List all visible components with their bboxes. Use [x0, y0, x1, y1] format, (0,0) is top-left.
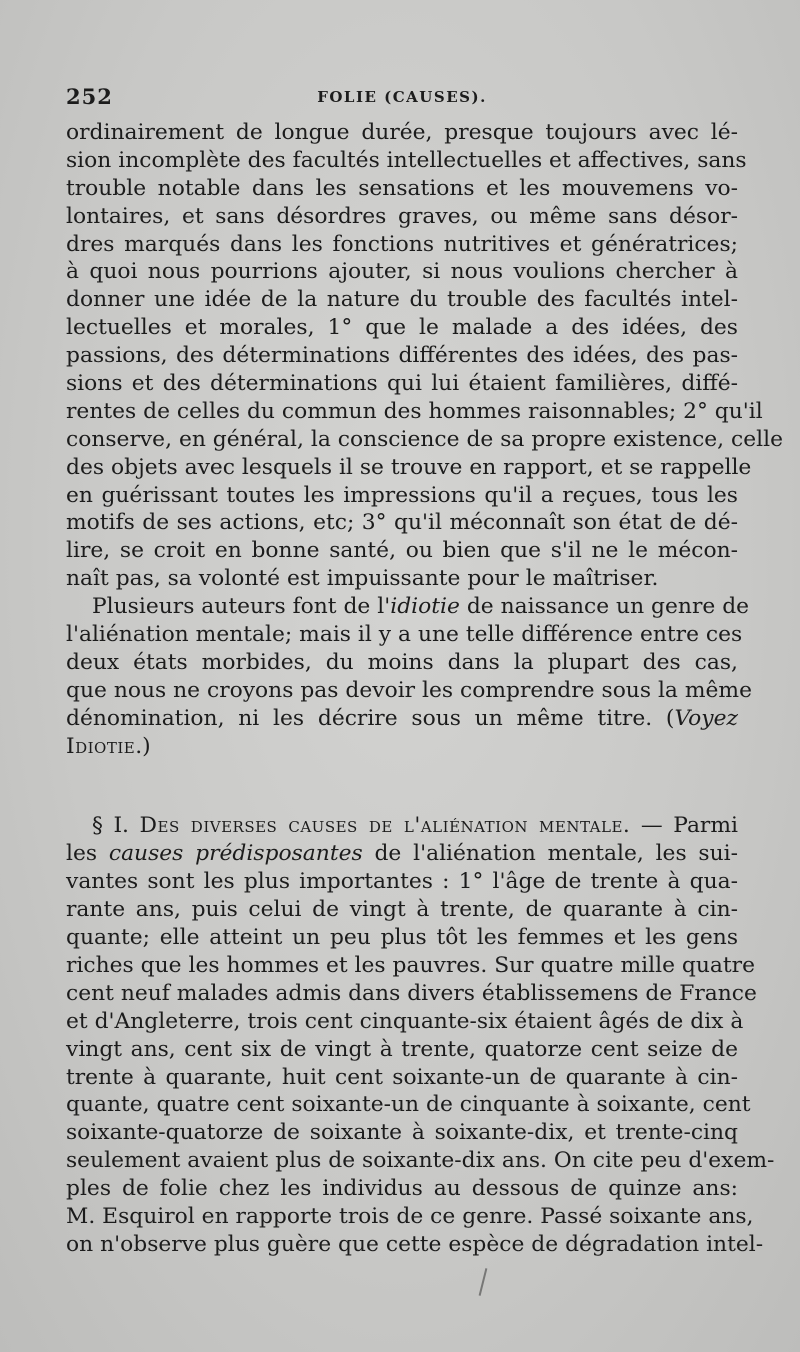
section-gap	[66, 760, 738, 812]
text-line: riches que les hommes et les pauvres. Sur quatre mille quatre	[66, 952, 755, 978]
text-line: que nous ne croyons pas devoir les comprendre sous la même	[66, 677, 752, 703]
section-lines	[66, 868, 775, 1258]
text-line: en guérissant toutes les impressions qu'il a reçues, tous les	[66, 482, 738, 508]
text-line: lectuelles et morales, 1° que le malade a des idées, des	[66, 315, 738, 341]
text-line: ples de folie chez les individus au dessous de quinze ans:	[66, 1176, 738, 1202]
italic-term: idiotie	[390, 594, 460, 620]
section-1	[66, 812, 775, 1258]
text-line: donner une idée de la nature du trouble des facultés intel-	[66, 287, 738, 313]
cross-reference: Idiotie	[66, 733, 136, 759]
text-line: quante, quatre cent soixante-un de cinquante à soixante, cent	[66, 1092, 751, 1118]
text-run: Plusieurs auteurs font de l'	[92, 594, 391, 620]
text-line	[66, 733, 738, 761]
pen-mark	[479, 1268, 488, 1296]
text-line	[66, 593, 750, 621]
running-head	[66, 84, 738, 114]
text-line: deux états morbides, du moins dans la plupart des cas,	[66, 649, 738, 675]
text-line	[66, 840, 738, 868]
text-line: quante; elle atteint un peu plus tôt les femmes et les gens	[66, 925, 738, 951]
text-line: rentes de celles du commun des hommes raisonnables; 2° qu'il	[66, 398, 763, 424]
paragraph-2	[66, 593, 752, 760]
text-run: — Parmi	[630, 813, 738, 839]
text-line: cent neuf malades admis dans divers établissemens de France	[66, 980, 757, 1006]
text-run: de l'aliénation mentale, les sui-	[362, 841, 738, 867]
text-line: et d'Angleterre, trois cent cinquante-six étaient âgés de dix à	[66, 1008, 744, 1034]
text-line: l'aliénation mentale; mais il y a une telle différence entre ces	[66, 622, 743, 648]
text-line: soixante-quatorze de soixante à soixante-dix, et trente-cinq	[66, 1120, 738, 1146]
text-line: lire, se croit en bonne santé, ou bien que s'il ne le mécon-	[66, 538, 738, 564]
text-line: trouble notable dans les sensations et les mouvemens vo-	[66, 175, 738, 201]
text-line: sions et des déterminations qui lui étaient familières, diffé-	[66, 371, 738, 397]
text-run: .)	[135, 733, 151, 759]
text-line: seulement avaient plus de soixante-dix ans. On cite peu d'exem-	[66, 1148, 775, 1174]
running-title	[66, 88, 738, 106]
text-line: dres marqués dans les fonctions nutritives et génératrices;	[66, 231, 738, 257]
text-line: trente à quarante, huit cent soixante-un de quarante à cin-	[66, 1064, 738, 1090]
text-run: dénomination, ni les décrire sous un même titre. (	[66, 705, 675, 731]
text-line: vantes sont les plus importantes : 1° l'âge de trente à qua-	[66, 869, 738, 895]
italic-term: Voyez	[674, 705, 738, 731]
text-line: ordinairement de longue durée, presque toujours avec lé-	[66, 120, 738, 145]
text-line	[66, 705, 738, 733]
text-line: vingt ans, cent six de vingt à trente, quatorze cent seize de	[66, 1036, 738, 1062]
text-line: rante ans, puis celui de vingt à trente, de quarante à cin-	[66, 897, 738, 923]
page-number: 252	[66, 84, 113, 109]
section-number: § I.	[92, 813, 140, 839]
text-line: M. Esquirol en rapporte trois de ce genre. Passé soixante ans,	[66, 1203, 754, 1229]
text-line: à quoi nous pourrions ajouter, si nous voulions chercher à	[66, 259, 738, 285]
italic-term: causes prédisposantes	[108, 841, 363, 867]
paragraph-1	[66, 119, 783, 593]
text-line: des objets avec lesquels il se trouve en rapport, et se rappelle	[66, 454, 752, 480]
text-line: on n'observe plus guère que cette espèce de dégradation intel-	[66, 1231, 764, 1257]
text-line: lontaires, et sans désordres graves, ou même sans désor-	[66, 203, 738, 229]
text-run: les	[66, 841, 109, 867]
running-title-text: FOLIE (CAUSES).	[317, 88, 487, 106]
text-line: passions, des déterminations différentes des idées, des pas-	[66, 343, 738, 369]
section-heading	[66, 812, 738, 840]
section-title: Des diverses causes de l'aliénation mentale.	[139, 813, 631, 839]
text-line: conserve, en général, la conscience de sa propre existence, celle	[66, 426, 783, 452]
text-line: sion incomplète des facultés intellectuelles et affectives, sans	[66, 147, 747, 173]
text-line: naît pas, sa volonté est impuissante pour le maîtriser.	[66, 566, 659, 592]
text-line: motifs de ses actions, etc; 3° qu'il méconnaît son état de dé-	[66, 510, 738, 536]
text-run: de naissance un genre de	[459, 594, 750, 620]
body-text	[66, 119, 783, 1259]
